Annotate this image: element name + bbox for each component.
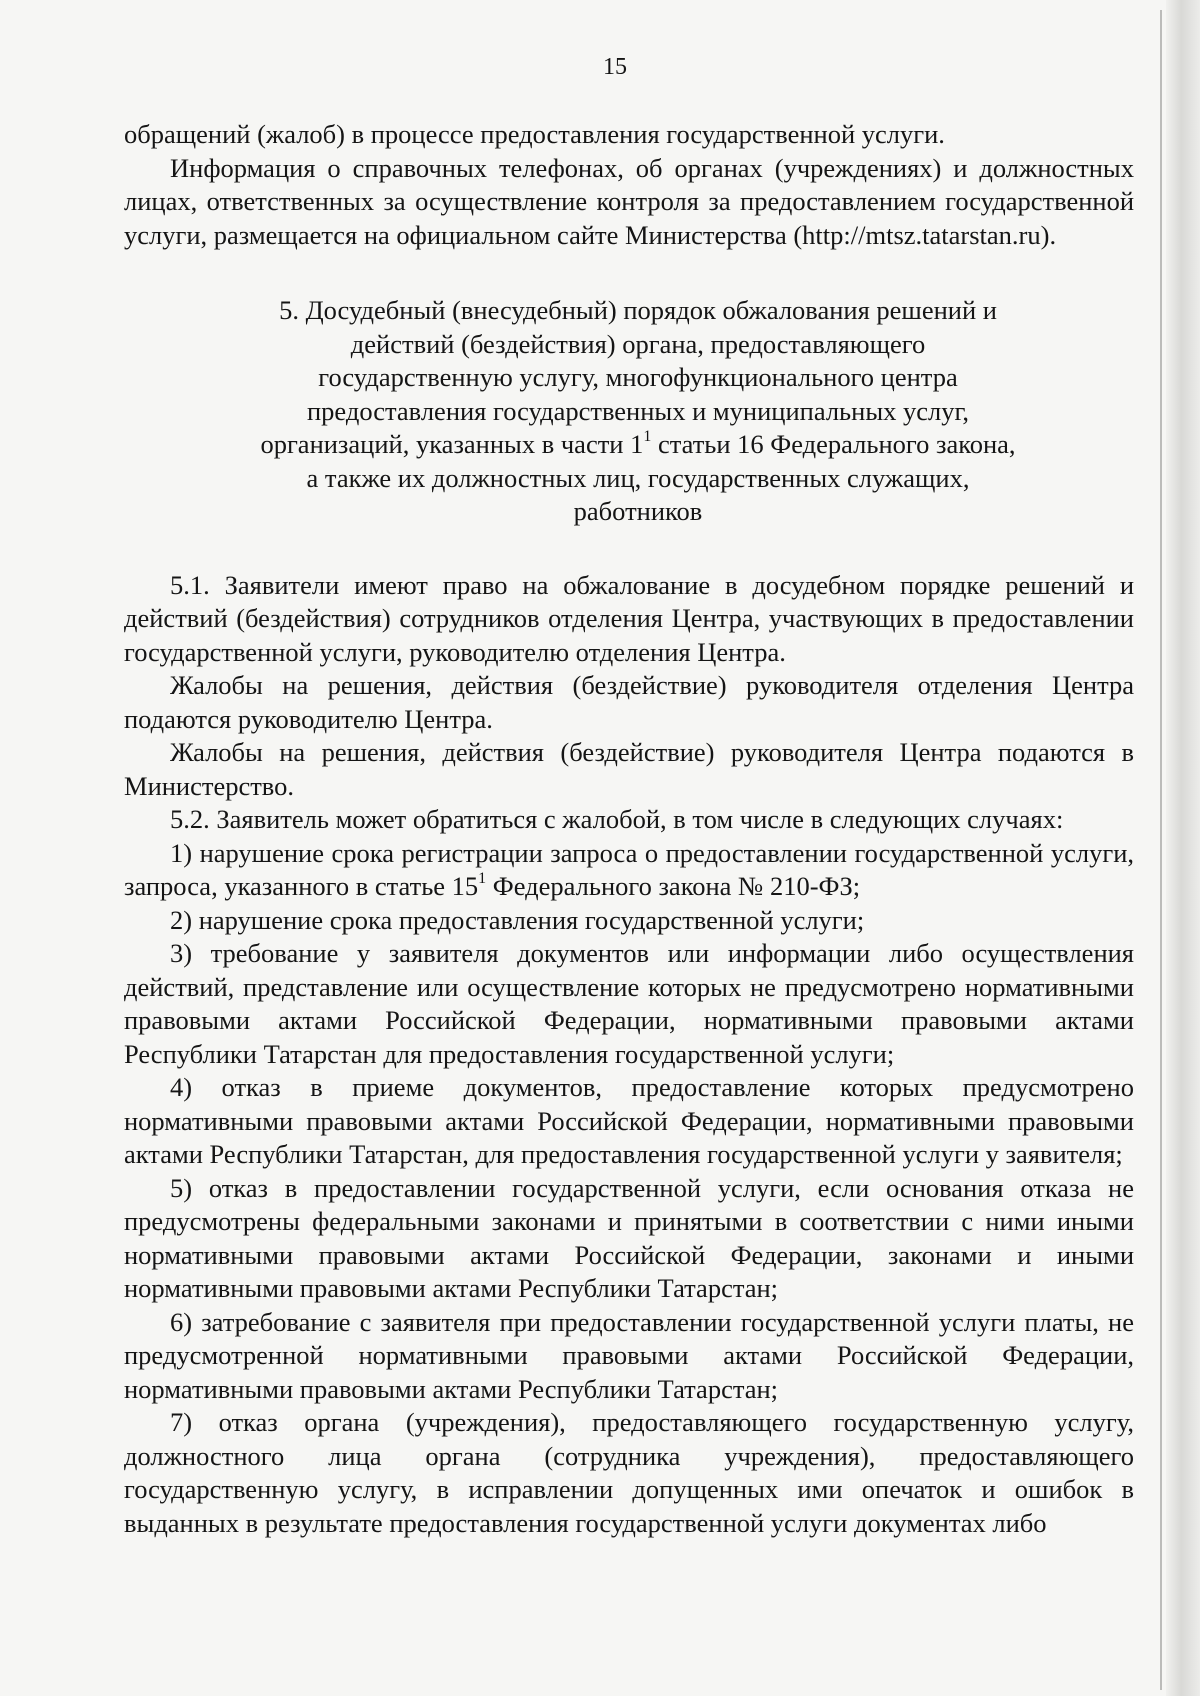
scanned-page-edge bbox=[1166, 0, 1200, 1696]
document-body bbox=[124, 118, 1134, 1540]
paragraph-contact-info: Информация о справочных телефонах, об органах (учреждениях) и должностных лицах, ответственных за осуществление контроля за предоставлением государственной услуги, размещается на официальном сайте Министерства (http://mtsz.tatarstan.ru). bbox=[124, 152, 1134, 250]
list-item-1-part1: 1) нарушение срока регистрации запроса о предоставлении государственной услуги, запроса, указанного в статье 15 bbox=[124, 837, 1134, 901]
page-edge-line bbox=[1160, 10, 1162, 1690]
list-item-3: 3) требование у заявителя документов или информации либо осуществления действий, представление или осуществление которых не предусмотрено нормативными правовыми актами Российской Федерации, нормативными правовыми актами Республики Татарстан для предоставления государственной услуги; bbox=[124, 938, 1134, 1069]
list-item-7: 7) отказ органа (учреждения), предоставляющего государственную услугу, должностного лица органа (сотрудника учреждения), предоставляющего государственную услугу, в исправлении допущенных ими опечаток и ошибок в выданных в результате предоставления государственной услуги документах либо bbox=[124, 1407, 1134, 1538]
section-heading bbox=[124, 294, 1134, 529]
page-number: 15 bbox=[603, 54, 627, 80]
section-heading-part1: 5. Досудебный (внесудебный) порядок обжалования решений и действий (бездействия) органа, предоставляющего государственную услугу, многофункционального центра предоставления государственных и муниципальных услуг, организаций, указанных в части 1 bbox=[260, 295, 997, 459]
list-item-6: 6) затребование с заявителя при предоставлении государственной услуги платы, не предусмотренной нормативными правовыми актами Российской Федерации, нормативными правовыми актами Республики Татарстан; bbox=[124, 1306, 1134, 1404]
list-item-1-part2: Федерального закона № 210-ФЗ; bbox=[486, 871, 861, 901]
paragraph-complaint-center-head: Жалобы на решения, действия (бездействие) руководителя отделения Центра подаются руководителю Центра. bbox=[124, 670, 1134, 734]
list-item-5: 5) отказ в предоставлении государственной услуги, если основания отказа не предусмотрены федеральными законами и принятыми в соответствии с ними иными нормативными правовыми актами Российской Федерации, законами и иными нормативными правовыми актами Республики Татарстан; bbox=[124, 1172, 1134, 1303]
paragraph-continuation: обращений (жалоб) в процессе предоставления государственной услуги. bbox=[124, 119, 945, 149]
section-heading-superscript: 1 bbox=[643, 428, 652, 446]
paragraph-5-1: 5.1. Заявители имеют право на обжалование в досудебном порядке решений и действий (бездействия) сотрудников отделения Центра, участвующих в предоставлении государственной услуги, руководителю отделения Центра. bbox=[124, 569, 1134, 667]
list-item-4: 4) отказ в приеме документов, предоставление которых предусмотрено нормативными правовыми актами Российской Федерации, нормативными правовыми актами Республики Татарстан, для предоставления государственной услуги у заявителя; bbox=[124, 1072, 1134, 1169]
list-item-1-superscript: 1 bbox=[478, 870, 487, 888]
list-item-2: 2) нарушение срока предоставления государственной услуги; bbox=[170, 904, 865, 935]
paragraph-5-2: 5.2. Заявитель может обратиться с жалобой, в том числе в следующих случаях: bbox=[170, 804, 1064, 834]
list-item-1 bbox=[124, 837, 1134, 904]
section-heading-part2: статьи 16 Федерального закона, а также их должностных лиц, государственных служащих, работников bbox=[306, 429, 1016, 526]
paragraph-complaint-ministry: Жалобы на решения, действия (бездействие) руководителя Центра подаются в Министерство. bbox=[124, 737, 1134, 801]
